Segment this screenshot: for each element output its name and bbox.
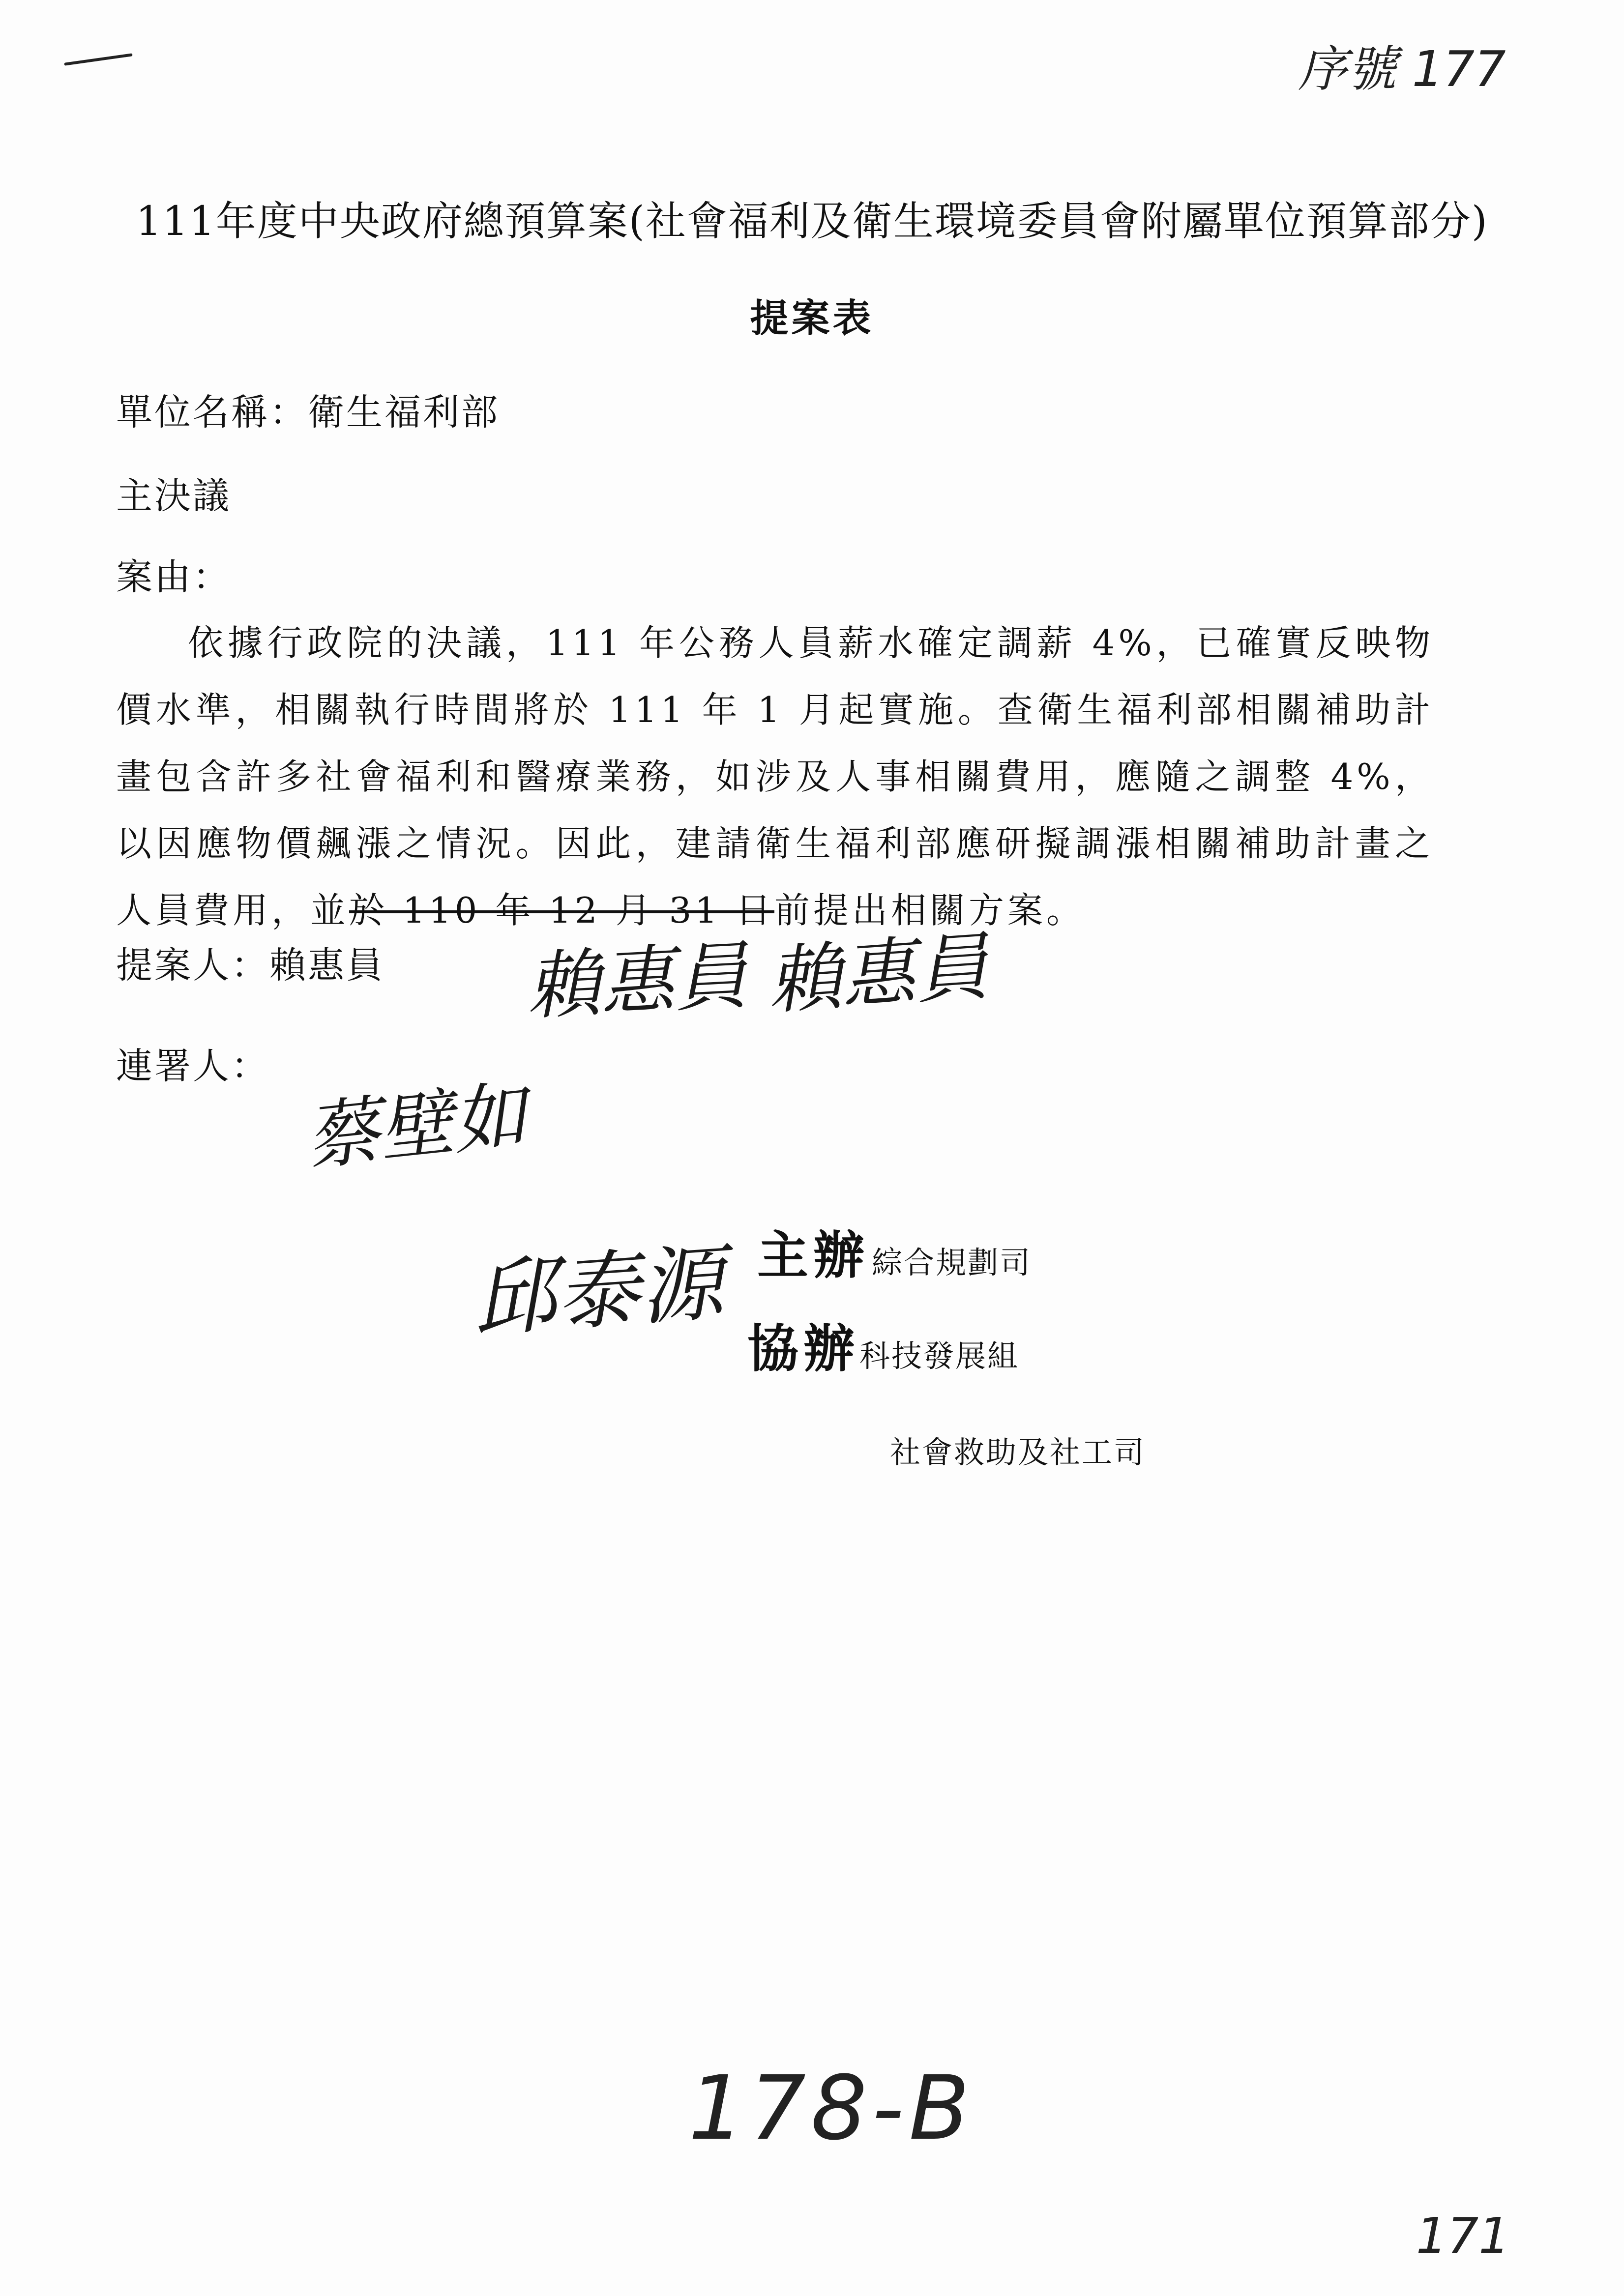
- unit-label: 單位名稱：: [116, 391, 308, 434]
- cosigner-signature: 邱泰源: [469, 1234, 727, 1349]
- corner-page-number: 171: [1416, 2207, 1510, 2265]
- handwritten-dash-mark: [64, 53, 132, 65]
- proposer-signature: 賴惠員: [524, 933, 750, 1030]
- document-subtitle: 提案表: [750, 296, 874, 341]
- resolution-type: 主決議: [116, 475, 231, 517]
- proposer-signature: 賴惠員: [765, 924, 992, 1025]
- reason-body: [116, 610, 1434, 944]
- reason-struck-text: 於 110 年 12 月 31 日: [349, 890, 774, 931]
- assist-office-row: [747, 1308, 1019, 1381]
- assist-label: 協辦: [747, 1318, 860, 1379]
- cosigner-signature: 蔡壁如: [301, 1072, 531, 1181]
- lead-label: 主辦: [757, 1225, 870, 1285]
- proposer-label: 提案人：: [116, 944, 269, 987]
- reason-label: 案由：: [116, 556, 231, 598]
- handwritten-page-number: 178-B: [688, 2057, 975, 2160]
- proposer-row: [116, 936, 384, 988]
- unit-row: [116, 383, 500, 436]
- serial-note: 序號 177: [1298, 40, 1506, 98]
- lead-office-row: [757, 1214, 1032, 1288]
- assist-org-1: 科技發展組: [859, 1338, 1020, 1374]
- lead-org: 綜合規劃司: [872, 1245, 1032, 1280]
- assist-org-2: 社會救助及社工司: [890, 1434, 1146, 1470]
- proposer-name: 賴惠員: [269, 944, 384, 987]
- document-title: 111年度中央政府總預算案(社會福利及衛生環境委員會附屬單位預算部分): [136, 198, 1488, 245]
- reason-text-part1: 依據行政院的決議，111 年公務人員薪水確定調薪 4%，已確實反映物價水準，相關執行時間將於 111 年 1 月起實施。查衛生福利部相關補助計畫包含許多社會福利和醫療業務，如涉及人事相關費用，應隨之調整 4%，以因應物價飆漲之情況。因此，建請衛生福利部應研擬調漲相關補助計畫之人員費用，並: [116, 622, 1434, 931]
- unit-value: 衛生福利部: [308, 391, 500, 434]
- reason-text-part2: 前提出相關方案。: [774, 890, 1086, 931]
- cosigner-label: 連署人：: [116, 1045, 269, 1087]
